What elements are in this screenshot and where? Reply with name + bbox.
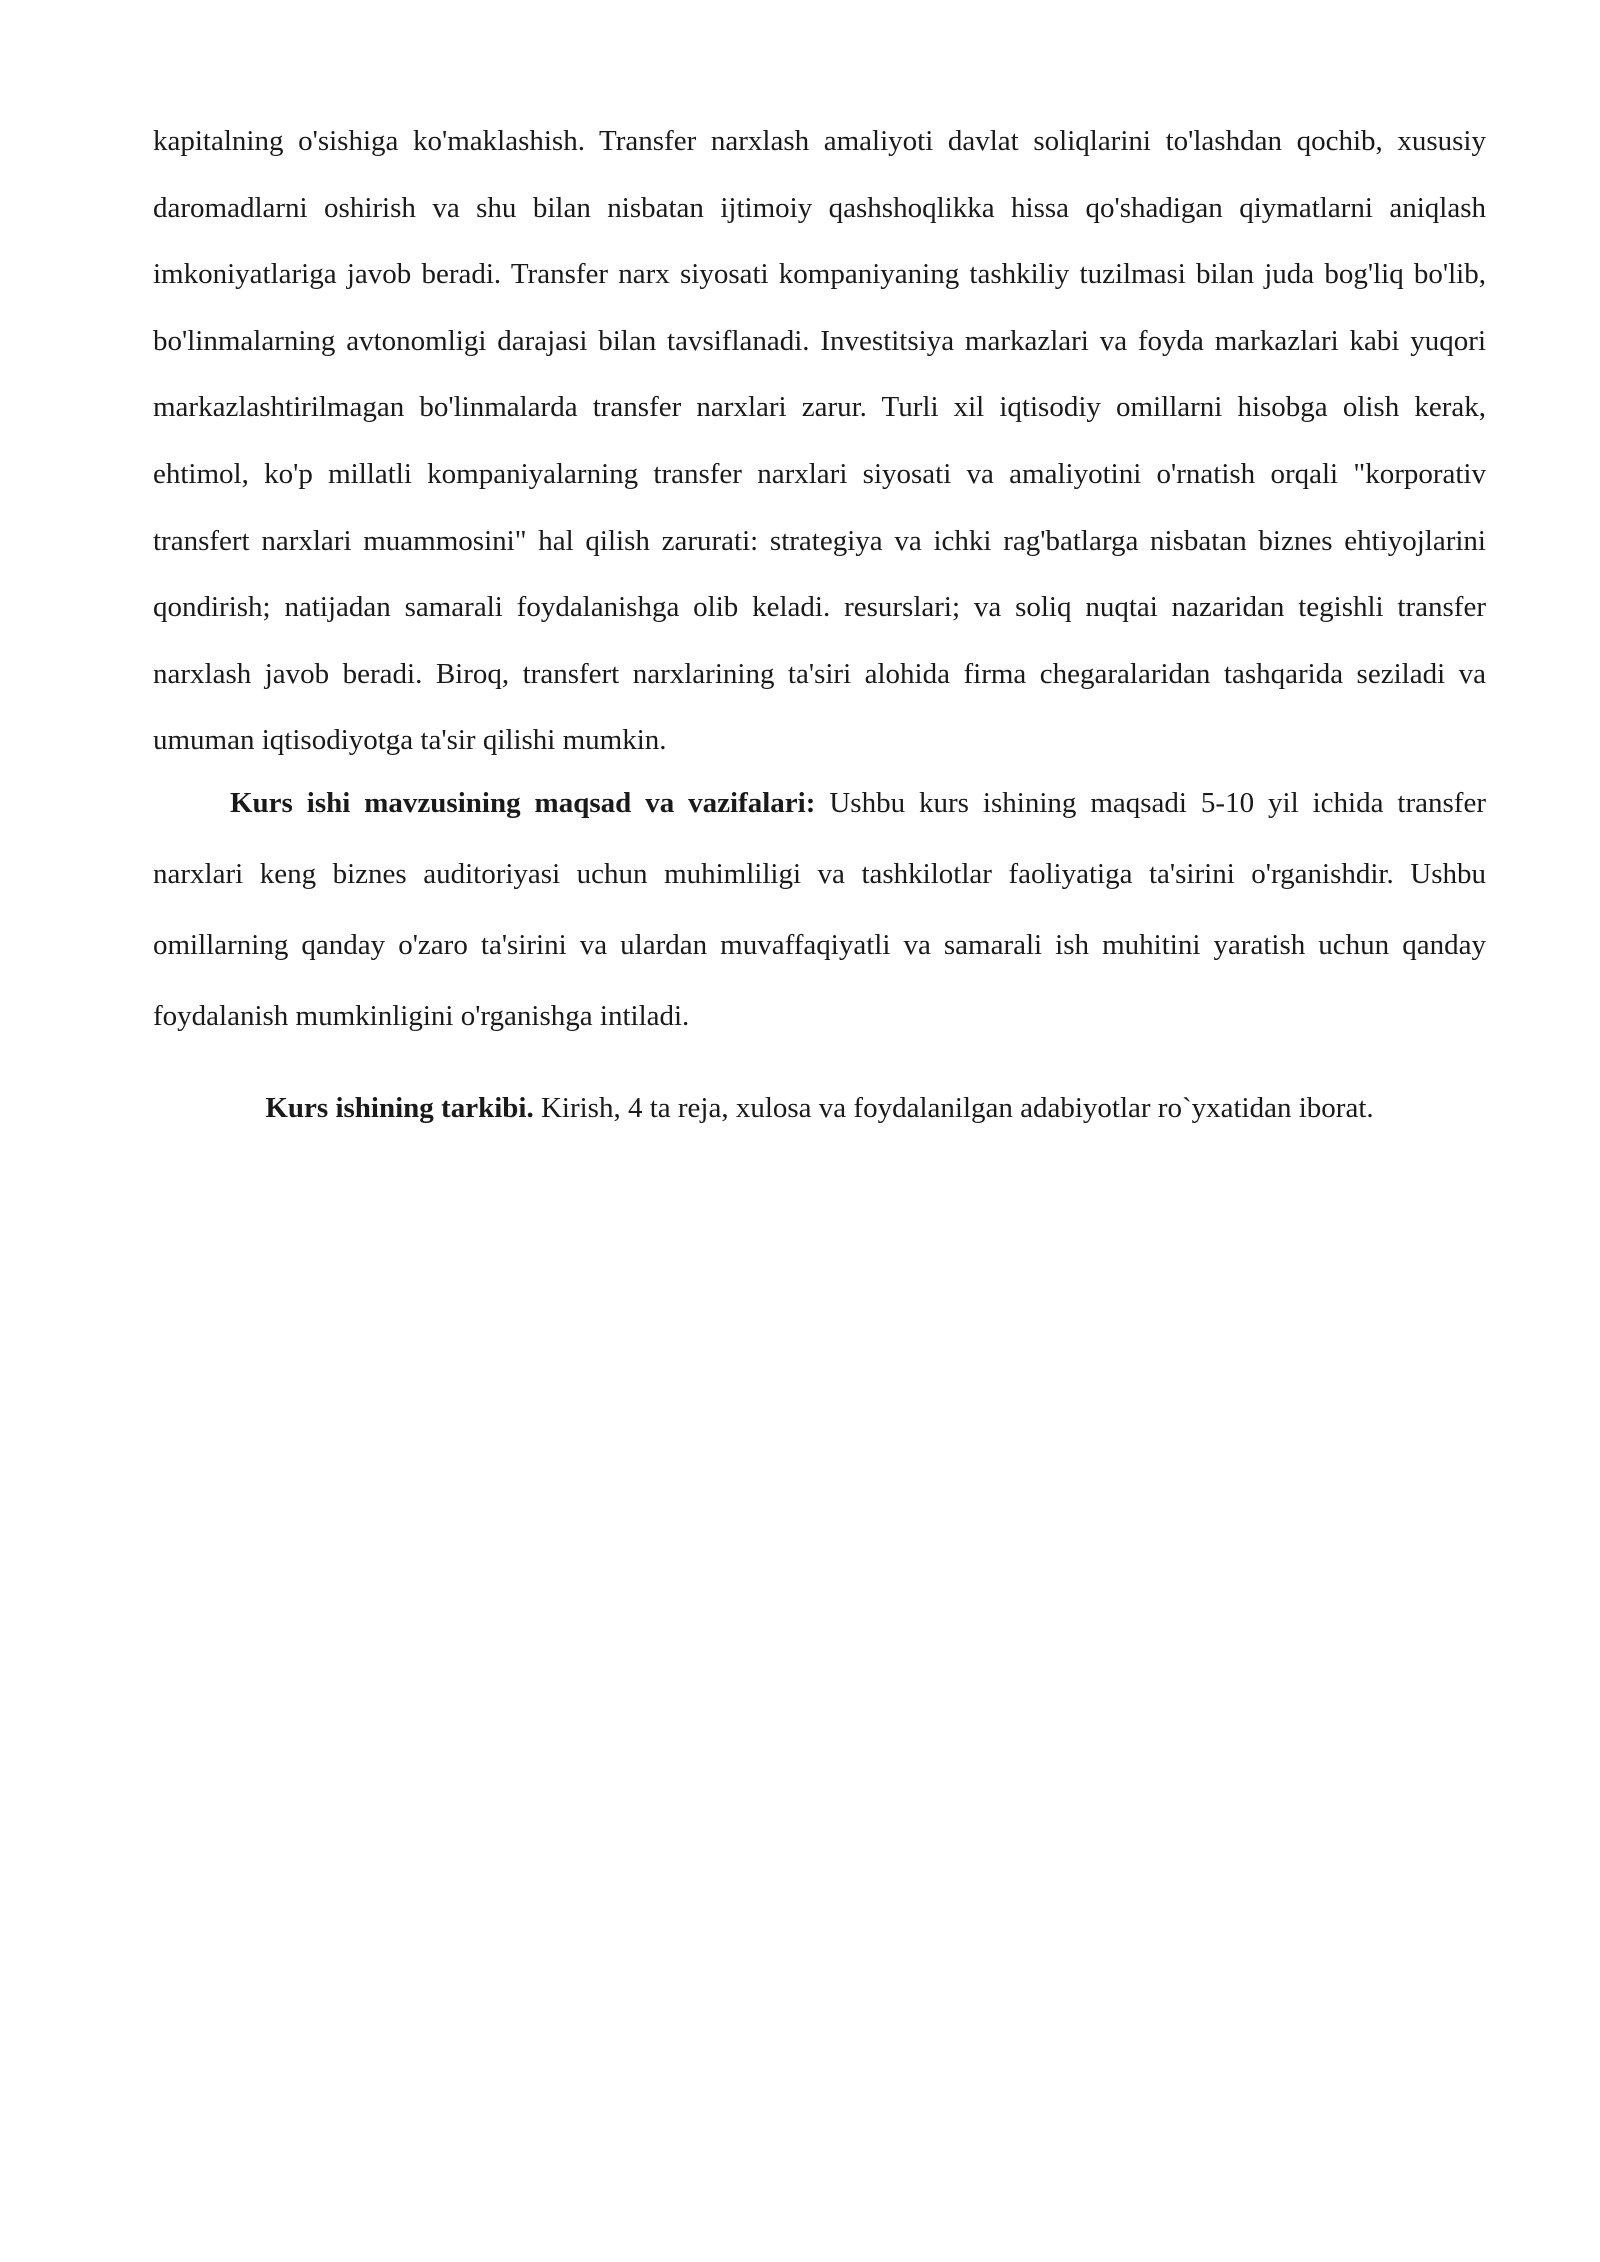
body-paragraph-intro — [153, 108, 1486, 774]
goals-paragraph — [153, 768, 1486, 1052]
goals-heading: Kurs ishi mavzusining maqsad va vazifalari: — [230, 787, 816, 819]
structure-paragraph — [153, 1075, 1486, 1141]
goals-text: Ushbu kurs ishining maqsadi 5-10 yil ichida transfer narxlari keng biznes auditoriyasi uchun muhimliligi va tashkilotlar faoliyatiga ta'sirini o'rganishdir. Ushbu omillarning qanday o'zaro ta'sirini va ulardan muvaffaqiyatli va samarali ish muhitini yaratish uchun qanday foydalanish mumkinligini o'rganishga intiladi. — [153, 787, 1486, 1032]
structure-text: Kirish, 4 ta reja, xulosa va foydalanilgan adabiyotlar ro`yxatidan iborat. — [533, 1092, 1374, 1124]
structure-heading: Kurs ishining tarkibi. — [265, 1092, 534, 1124]
body-paragraph-goals — [153, 768, 1486, 1052]
paragraph-text: kapitalning o'sishiga ko'maklashish. Transfer narxlash amaliyoti davlat soliqlarini to'lashdan qochib, xususiy daromadlarni oshirish va shu bilan nisbatan ijtimoiy qashshoqlikka hissa qo'shadigan qiymatlarni aniqlash imkoniyatlariga javob beradi. Transfer narx siyosati kompaniyaning tashkiliy tuzilmasi bilan juda bog'liq bo'lib, bo'linmalarning avtonomligi darajasi bilan tavsiflanadi. Investitsiya markazlari va foyda markazlari kabi yuqori markazlashtirilmagan bo'linmalarda transfer narxlari zarur. Turli xil iqtisodiy omillarni hisobga olish kerak, ehtimol, ko'p millatli kompaniyalarning transfer narxlari siyosati va amaliyotini o'rnatish orqali "korporativ transfert narxlari muammosini" hal qilish zarurati: strategiya va ichki rag'batlarga nisbatan biznes ehtiyojlarini qondirish; natijadan samarali foydalanishga olib keladi. resurslari; va soliq nuqtai nazaridan tegishli transfer narxlash javob beradi. Biroq, transfert narxlarining ta'siri alohida firma chegaralaridan tashqarida seziladi va umuman iqtisodiyotga ta'sir qilishi mumkin. — [153, 125, 1486, 757]
body-paragraph-structure — [153, 1075, 1486, 1141]
